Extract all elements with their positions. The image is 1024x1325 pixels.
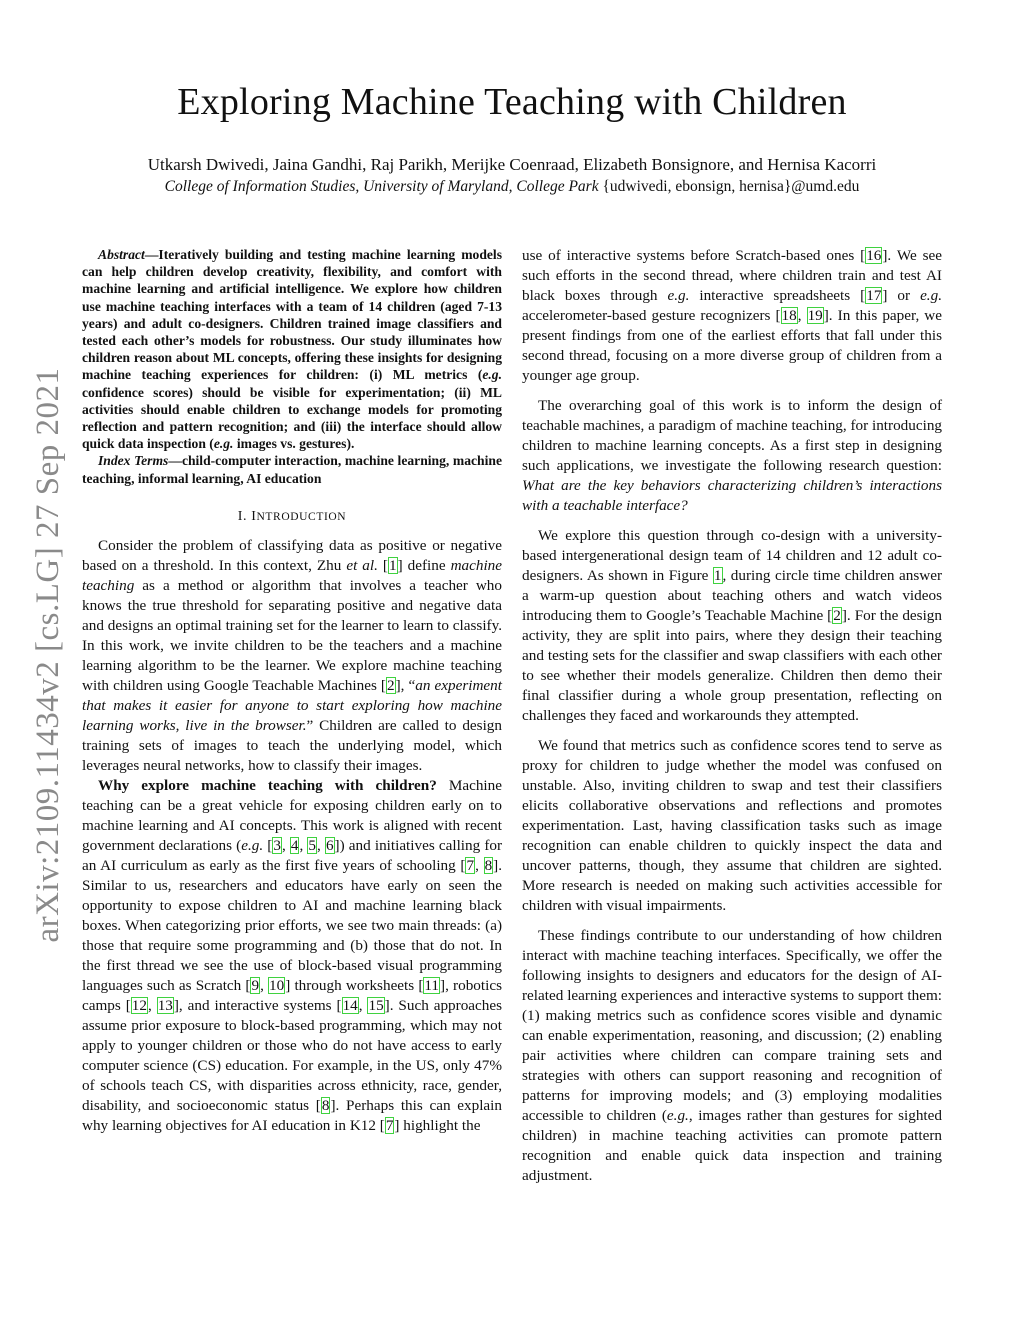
index-terms-label: Index Terms: [98, 453, 169, 469]
citation-link[interactable]: 2: [386, 676, 395, 694]
citation-link[interactable]: 17: [866, 287, 882, 304]
abstract-dash: —: [144, 247, 159, 262]
citation-link[interactable]: 3: [273, 836, 281, 854]
citation-link[interactable]: 8: [484, 856, 493, 874]
index-terms: [82, 452, 502, 486]
intro-paragraph-3: use of interactive systems before Scratch-based ones [16]. We see such efforts in the second thread, where children train and test AI black boxes through e.g. interactive spreadsheets [17] or e.g. accelerometer-based gesture recognizers [18, 19]. In this paper, we present findings from one of the earliest efforts that fall under this second thread, focusing on a more diverse group of children from a younger age group.: [522, 247, 943, 384]
affiliation: [0, 178, 1024, 196]
abstract: [82, 246, 502, 452]
abstract-text-3: images vs. gestures).: [233, 436, 355, 452]
paragraph-runin-heading: Why explore machine teaching with children?: [98, 776, 437, 794]
section-numeral: I. I: [237, 508, 257, 524]
citation-link[interactable]: 14: [342, 996, 358, 1014]
citation-link[interactable]: 13: [157, 996, 173, 1014]
citation-link[interactable]: 12: [131, 996, 147, 1014]
citation-link[interactable]: 15: [368, 996, 384, 1014]
citation-link[interactable]: 19: [807, 307, 823, 324]
citation-link[interactable]: 4: [290, 836, 299, 854]
author-emails: {udwivedi, ebonsign, hernisa}@umd.edu: [602, 178, 860, 195]
institution: College of Information Studies, University of Maryland, College Park: [164, 178, 599, 195]
left-column: [82, 246, 502, 1136]
citation-link[interactable]: 7: [466, 856, 475, 874]
intro-paragraph-4: The overarching goal of this work is to inform the design of teachable machines, a paradigm of machine teaching, for introducing children to machine learning concepts. As a first step in designing such applications, we investigate the following research question: What are the key behaviors characterizing children’s interactions with a teachable interface?: [522, 397, 943, 514]
citation-link[interactable]: 2: [833, 607, 841, 624]
citation-link[interactable]: 1: [388, 556, 397, 574]
citation-link[interactable]: 16: [866, 247, 882, 264]
paper-title: Exploring Machine Teaching with Children: [177, 81, 847, 123]
citation-link[interactable]: 18: [781, 307, 797, 324]
intro-paragraph-7: These findings contribute to our understanding of how children interact with machine teaching interfaces. Specifically, we offer the following insights to designers and educators for the design of AI-related learning experiences and interactive systems to support them: (1) making metrics such as confidence scores visible and dynamic can enable experimentation, reasoning, and discussion; (2) enabling pair activities where children can compare training sets and strategies with others can support reasoning and recognition of patterns for improving models; and (3) employing modalities accessible to children (e.g., images rather than gestures for sighted children) in machine teaching activities can promote pattern recognition and enable quick data inspection and training adjustment.: [522, 927, 942, 1184]
abstract-text-2: confidence scores) should be visible for experimentation; (ii) ML activities should enable children to exchange models for promoting reflection and pattern recognition; and (iii) the interface should allow quick data inspection (: [82, 384, 502, 452]
abstract-eg-1: e.g.: [482, 367, 502, 383]
intro-paragraph-2: Why explore machine teaching with children? Machine teaching can be a great vehicle for exposing children early on to machine learning and AI concepts. This work is aligned with recent government declarations (e.g. [3, 4, 5, 6]) and initiatives calling for an AI curriculum as early as the first five years of schooling [7, 8]. Similar to us, researchers and educators have early on seen the opportunity to expose children to AI and machine learning black boxes. When categorizing prior efforts, we see two main threads: (a) those that require some programming and (b) those that do not. In the first thread we see the use of block-based visual programming languages such as Scratch [9, 10] through worksheets [11], robotics camps [12, 13], and interactive systems [14, 15]. Such approaches assume prior exposure to block-based programming, which may not apply to younger children or those who do not have access to early computer science (CS) education. For example, in the US, only 47% of schools teach CS, with disparities across ethnicity, race, gender, disability, and socioeconomic status [8]. Perhaps this can explain why learning objectives for AI education in K12 [7] highlight the: [82, 776, 503, 1134]
section-title-caps: NTRODUCTION: [256, 510, 347, 523]
citation-link[interactable]: 5: [308, 836, 317, 854]
citation-link[interactable]: 8: [321, 1096, 330, 1114]
abstract-eg-2: e.g.: [213, 436, 234, 452]
abstract-label: Abstract: [98, 247, 145, 262]
citation-link[interactable]: 10: [269, 976, 285, 994]
section-heading-introduction: [82, 507, 502, 527]
figure-link[interactable]: 1: [713, 567, 722, 584]
citation-link[interactable]: 7: [385, 1116, 394, 1134]
author-list: Utkarsh Dwivedi, Jaina Gandhi, Raj Parikh, Merijke Coenraad, Elizabeth Bonsignore, and Hernisa Kacorri: [147, 155, 877, 174]
citation-link[interactable]: 9: [251, 976, 260, 994]
abstract-text-1: Iteratively building and testing machine learning models can help children develop creativity, flexibility, and comfort with machine learning and artificial intelligence. We explore how children use machine teaching interfaces with a team of 14 children (aged 7-13 years) and adult co-designers. Children trained image classifiers and tested each other’s models for robustness. Our study illuminates how children reason about ML concepts, offering these insights for designing machine teaching experiences for children: (i) ML metrics (: [82, 247, 502, 383]
intro-paragraph-5: We explore this question through co-design with a university-based intergenerational design team of 14 children and 12 adult co-designers. As shown in Figure 1, during circle time children answer a warm-up question about teaching others and watch videos introducing them to Google’s Teachable Machine [2]. For the design activity, they are split into pairs, where they design their teaching and testing sets for the classifier and swap classifiers with each other to see whether their models generalize. Children then demo their final classifier during a whole group presentation, reflecting on challenges they faced and workarounds they attempted.: [522, 527, 943, 724]
intro-paragraph-1: Consider the problem of classifying data as positive or negative based on a threshold. In this context, Zhu et al. [1] define machine teaching as a method or algorithm that involves a teacher who knows the true threshold for separating positive and negative data and designs an optimal training set for the learner to learn to classify. In this work, we invite children to be the teachers and a machine learning algorithm to be the learner. We explore machine teaching with children using Google Teachable Machines [2], “an experiment that makes it easier for anyone to start exploring how machine learning works, live in the browser.” Children are called to design training sets of images to teach the underlying model, which leverages neural networks, how to classify their images.: [82, 536, 503, 774]
citation-link[interactable]: 6: [325, 836, 334, 854]
index-terms-text: —child-computer interaction, machine learning, machine teaching, informal learning, AI education: [82, 453, 502, 486]
right-column: [522, 246, 942, 1196]
citation-link[interactable]: 11: [424, 976, 440, 994]
arxiv-identifier: arXiv:2109.11434v2 [cs.LG] 27 Sep 2021: [30, 367, 66, 943]
intro-paragraph-6: We found that metrics such as confidence scores tend to serve as proxy for children to judge whether the model was confused on unstable. Also, inviting children to swap and test their classifiers elicits collaborative observations and reflections and promotes experimentation. Last, having classification tasks such as image recognition can enable children to quickly inspect the data and uncover patterns, though, they assume that children are sighted. More research is needed on making such activities accessible for children with visual impairments.: [522, 737, 942, 914]
